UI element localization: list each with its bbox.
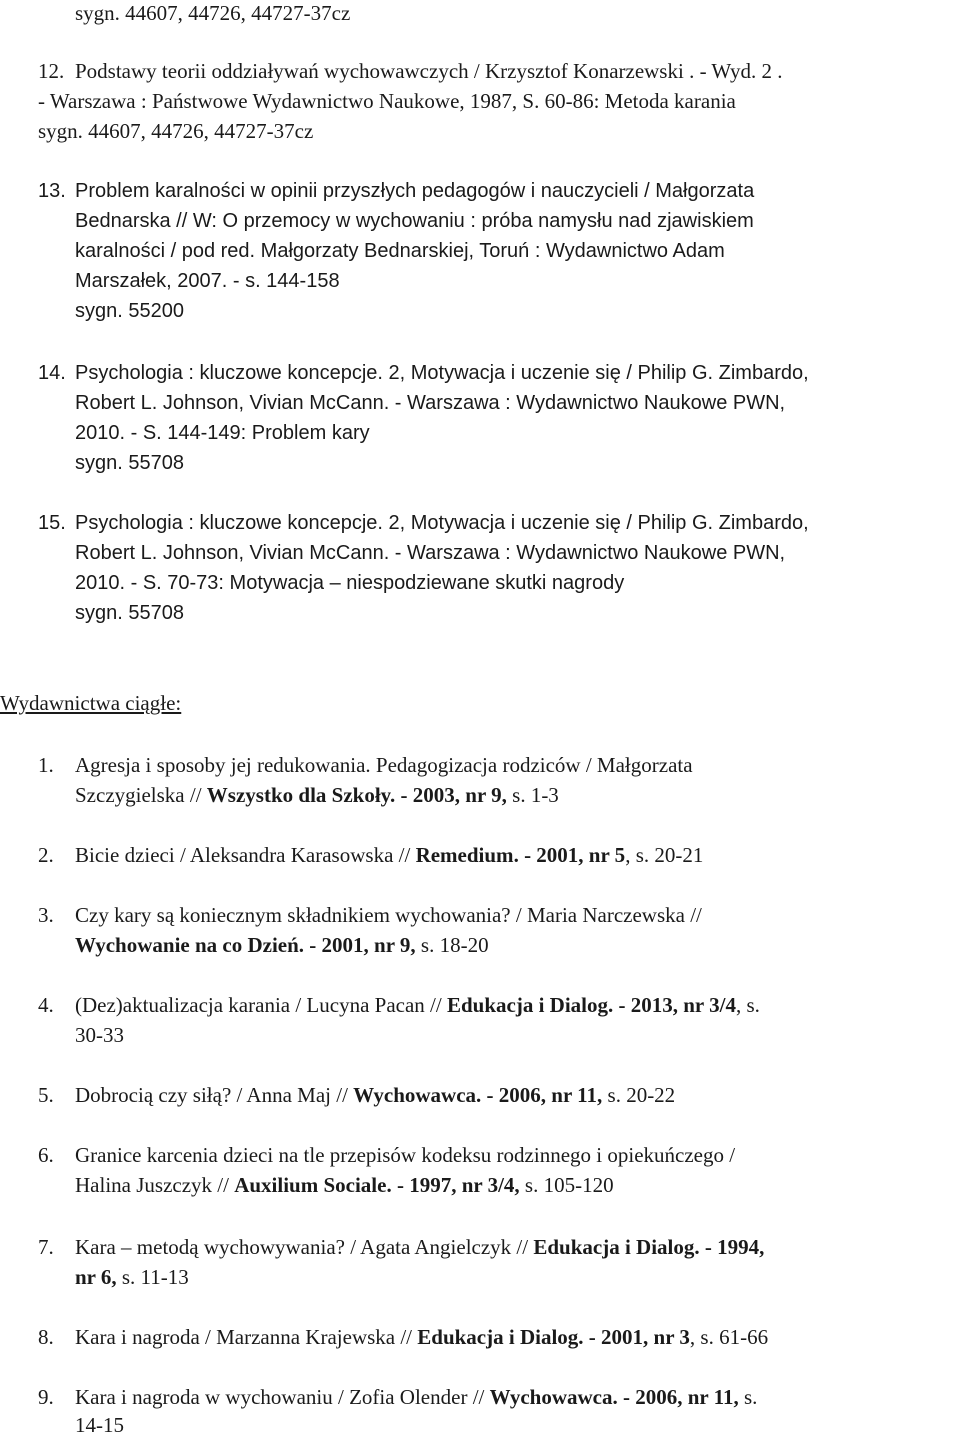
entry-line — [75, 1020, 124, 1050]
text-segment: 14-15 — [75, 1413, 124, 1437]
text-segment: Bicie dzieci / Aleksandra Karasowska // — [75, 843, 416, 867]
entry-line: karalności / pod red. Małgorzaty Bednarskiej, Toruń : Wydawnictwo Adam — [75, 240, 725, 262]
entry-line — [75, 780, 559, 810]
entry-line: Psychologia : kluczowe koncepcje. 2, Motywacja i uczenie się / Philip G. Zimbardo, — [75, 362, 809, 384]
entry-line: sygn. 55200 — [75, 300, 184, 322]
entry-number: 3. — [38, 903, 54, 927]
text-segment: , s. 20-21 — [625, 843, 704, 867]
entry-line — [75, 1322, 768, 1352]
text-segment: s. — [738, 1385, 758, 1409]
entry-line — [75, 990, 760, 1020]
section-heading: Wydawnictwa ciągłe: — [0, 691, 182, 715]
text-segment: s. 18-20 — [415, 933, 489, 957]
text-segment: (Dez)aktualizacja karania / Lucyna Pacan // — [75, 993, 447, 1017]
entry-line: Problem karalności w opinii przyszłych pedagogów i nauczycieli / Małgorzata — [75, 180, 755, 202]
text-segment: Szczygielska // — [75, 783, 207, 807]
entry-number: 7. — [38, 1235, 54, 1259]
bold-segment: Auxilium Sociale — [234, 1173, 387, 1197]
text-segment: s. 105-120 — [519, 1173, 614, 1197]
entry-line — [75, 1080, 675, 1110]
entry-line — [75, 1232, 764, 1262]
text-segment: , s. 61-66 — [689, 1325, 769, 1349]
entry-line: Robert L. Johnson, Vivian McCann. - Warszawa : Wydawnictwo Naukowe PWN, — [75, 392, 786, 414]
text-segment: Kara i nagroda w wychowaniu / Zofia Olender // — [75, 1385, 490, 1409]
entry-number: 9. — [38, 1385, 54, 1409]
entry-line: Podstawy teorii oddziaływań wychowawczych / Krzysztof Konarzewski . - Wyd. 2 . — [75, 59, 783, 83]
entry-number: 2. — [38, 843, 54, 867]
entry-number: 13. — [38, 180, 66, 202]
entry-line: - Warszawa : Państwowe Wydawnictwo Naukowe, 1987, S. 60-86: Metoda karania — [38, 89, 736, 113]
entry-line: 2010. - S. 70-73: Motywacja – niespodziewane skutki nagrody — [75, 572, 625, 594]
entry-line — [75, 1382, 757, 1412]
bold-segment: . - 2006, nr 11, — [612, 1385, 739, 1409]
bold-segment: . - 2013, nr 3/4 — [608, 993, 736, 1017]
text-segment: Czy kary są koniecznym składnikiem wychowania? / Maria Narczewska // — [75, 903, 702, 927]
text-segment: Agresja i sposoby jej redukowania. Pedagogizacja rodziców / Małgorzata — [75, 753, 693, 777]
bold-segment: Wychowanie na co Dzień — [75, 933, 299, 957]
bold-segment: Edukacja i Dialog — [446, 993, 608, 1017]
bold-segment: . - 2001, nr 3 — [578, 1325, 690, 1349]
bold-segment: Remedium — [415, 843, 514, 867]
entry-number: 6. — [38, 1143, 54, 1167]
entry-line: Marszałek, 2007. - s. 144-158 — [75, 270, 340, 292]
entry-line: Robert L. Johnson, Vivian McCann. - Warszawa : Wydawnictwo Naukowe PWN, — [75, 542, 786, 564]
text-segment: s. 11-13 — [116, 1265, 189, 1289]
entry-line — [75, 750, 693, 780]
bold-segment: . - 2003, nr 9, — [390, 783, 507, 807]
entry-number: 5. — [38, 1083, 54, 1107]
bold-segment: . - 1997, nr 3/4, — [386, 1173, 520, 1197]
entry-line — [75, 930, 489, 960]
text-segment: s. 1-3 — [506, 783, 559, 807]
text-segment: Dobrocią czy siłą? / Anna Maj // — [75, 1083, 354, 1107]
entry-line — [75, 1140, 735, 1170]
text-segment: s. 20-22 — [602, 1083, 676, 1107]
text-segment: Halina Juszczyk // — [75, 1173, 235, 1197]
text-segment: 30-33 — [75, 1023, 124, 1047]
bold-segment: . - 2001, nr 9, — [298, 933, 416, 957]
text-segment: , s. — [735, 993, 760, 1017]
entry-line: Bednarska // W: O przemocy w wychowaniu : próba namysłu nad zjawiskiem — [75, 210, 754, 232]
bold-segment: Wszystko dla Szkoły — [206, 783, 391, 807]
entry-number: 14. — [38, 362, 66, 384]
bold-segment: . - 1994, — [694, 1235, 765, 1259]
entry-line — [75, 840, 703, 870]
bold-segment: nr 6, — [75, 1265, 117, 1289]
entry-line: sygn. 44607, 44726, 44727-37cz — [38, 119, 314, 143]
bold-segment: Edukacja i Dialog — [417, 1325, 579, 1349]
bold-segment: Wychowawca — [489, 1385, 613, 1409]
entry-number: 4. — [38, 993, 54, 1017]
entry-line: sygn. 55708 — [75, 602, 184, 624]
entry-number: 15. — [38, 512, 66, 534]
entry-line — [75, 1262, 189, 1292]
bold-segment: . - 2001, nr 5 — [513, 843, 626, 867]
entry-number: 8. — [38, 1325, 54, 1349]
entry-line: Psychologia : kluczowe koncepcje. 2, Motywacja i uczenie się / Philip G. Zimbardo, — [75, 512, 809, 534]
entry-line — [75, 900, 702, 930]
entry-line — [75, 1170, 614, 1200]
text-segment: Kara i nagroda / Marzanna Krajewska // — [75, 1325, 418, 1349]
bold-segment: Edukacja i Dialog — [533, 1235, 695, 1259]
text-segment: Granice karcenia dzieci na tle przepisów kodeksu rodzinnego i opiekuńczego / — [75, 1143, 736, 1167]
continuation-call-number: sygn. 44607, 44726, 44727-37cz — [75, 1, 351, 25]
entry-number: 1. — [38, 753, 54, 777]
entry-number: 12. — [38, 59, 65, 83]
text-segment: Kara – metodą wychowywania? / Agata Angielczyk // — [75, 1235, 534, 1259]
entry-line: 2010. - S. 144-149: Problem kary — [75, 422, 370, 444]
bold-segment: . - 2006, nr 11, — [476, 1083, 603, 1107]
entry-line: sygn. 55708 — [75, 452, 184, 474]
bold-segment: Wychowawca — [353, 1083, 477, 1107]
